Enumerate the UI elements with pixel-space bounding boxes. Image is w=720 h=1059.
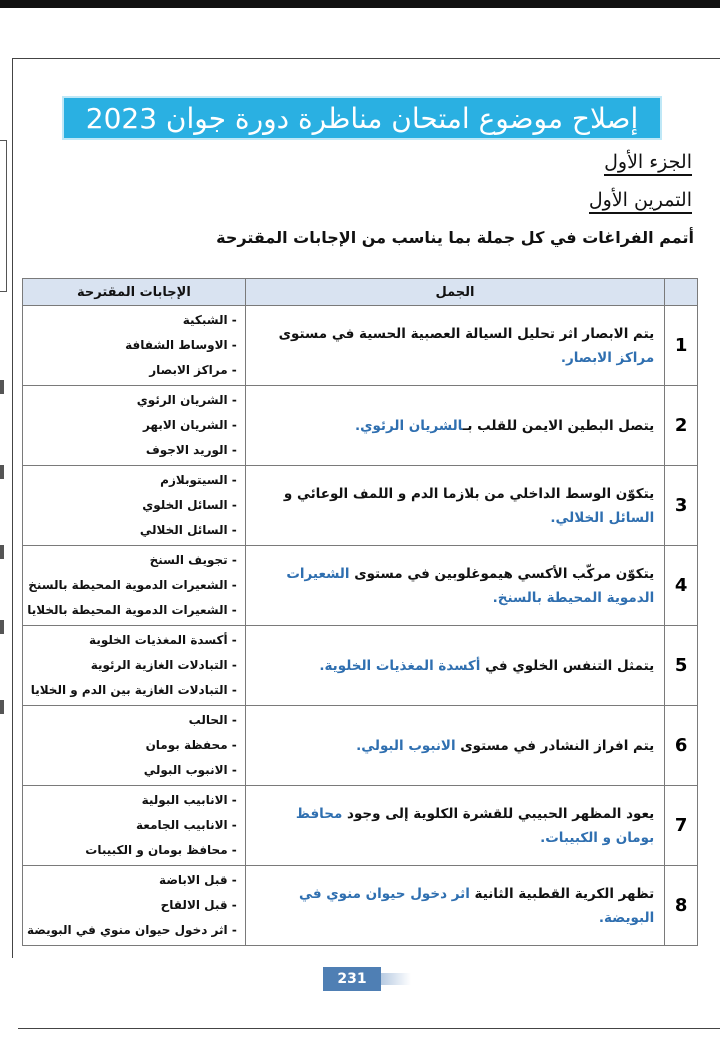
row-number: 4	[665, 546, 698, 626]
sentence-text: تظهر الكرية القطبية الثانية	[469, 885, 655, 902]
option-item: - الاوساط الشفافة	[125, 338, 237, 352]
option-item: - التبادلات الغازية بين الدم و الخلايا	[30, 683, 237, 697]
option-item: - الشعيرات الدموية المحيطة بالسنخ	[28, 578, 237, 592]
sentence-cell	[245, 866, 664, 946]
sentence-answer: مراكز الابصار	[565, 349, 655, 366]
option-item: - الوريد الاجوف	[145, 443, 237, 457]
row-number: 8	[665, 866, 698, 946]
sentence-answer: اثر دخول حيوان منوي في البويضة	[299, 885, 655, 926]
sentence-text: يتكوّن مركّب الأكسي هيموغلوبين في مستوى	[349, 565, 655, 582]
header-sentences: الجمل	[245, 279, 664, 306]
options-cell	[23, 706, 246, 786]
title-banner	[62, 96, 662, 140]
option-item: - محفظة بومان	[145, 738, 237, 752]
options-cell	[23, 466, 246, 546]
sentence-cell	[245, 466, 664, 546]
options-cell	[23, 306, 246, 386]
option-item: - الشريان الابهر	[142, 418, 237, 432]
part-heading: الجزء الأول	[604, 150, 692, 176]
option-item: - الانابيب الجامعة	[136, 818, 237, 832]
option-item: - السائل الخلالي	[139, 523, 237, 537]
table-row	[23, 466, 698, 546]
left-margin-mark	[0, 700, 4, 714]
sentence-answer: أكسدة المغذيات الخلوية	[324, 657, 481, 674]
sentence-answer: الشعيرات الدموية المحيطة بالسنخ	[286, 565, 655, 606]
option-item: - الشبكية	[182, 313, 237, 327]
option-item: - تجويف السنخ	[149, 553, 237, 567]
left-margin-box	[0, 140, 7, 292]
left-margin-line	[12, 58, 13, 958]
table-row	[23, 306, 698, 386]
exercise-heading: التمرين الأول	[589, 188, 692, 214]
sentence-cell	[245, 786, 664, 866]
sentence-text: يتمثل التنفس الخلوي في	[480, 657, 655, 674]
option-item: - الحالب	[188, 713, 237, 727]
option-item: - الشريان الرئوي	[136, 393, 237, 407]
option-item: - اثر دخول حيوان منوي في البويضة	[27, 923, 237, 937]
options-cell	[23, 546, 246, 626]
header-options: الإجابات المقترحة	[23, 279, 246, 306]
row-number: 2	[665, 386, 698, 466]
banner-title: إصلاح موضوع امتحان مناظرة دورة جوان 2023	[85, 101, 639, 135]
sentence-end: .	[540, 829, 546, 846]
options-cell	[23, 786, 246, 866]
row-number: 1	[665, 306, 698, 386]
table-row	[23, 786, 698, 866]
option-item: - الانابيب البولية	[141, 793, 237, 807]
option-item: - قبل الاباضة	[159, 873, 237, 887]
top-status-bar	[0, 0, 720, 8]
sentence-answer: محافظ بومان و الكبيبات	[295, 805, 655, 846]
option-item: - أكسدة المغذيات الخلوية	[89, 633, 237, 647]
sentence-end: .	[354, 417, 361, 434]
sentence-cell	[245, 626, 664, 706]
instruction-text: أتمم الفراغات في كل جملة بما يناسب من الإجابات المقترحة	[216, 228, 694, 247]
sentence-text: يتكوّن الوسط الداخلي من بلازما الدم و اللمف الوعائي و	[283, 485, 655, 502]
table-row	[23, 626, 698, 706]
option-item: - السيتوبلازم	[160, 473, 237, 487]
table-header-row	[23, 279, 698, 306]
option-item: - السائل الخلوي	[142, 498, 237, 512]
sentence-end: .	[560, 349, 566, 366]
table-row	[23, 546, 698, 626]
option-item: - الشعيرات الدموية المحيطة بالخلايا	[27, 603, 237, 617]
sentence-answer: الشريان الرئوي	[360, 417, 463, 434]
page-number-tail	[381, 973, 411, 985]
sentence-text: يتم الابصار اثر تحليل السيالة العصبية الحسية في مستوى	[278, 325, 655, 342]
options-cell	[23, 626, 246, 706]
left-margin-mark	[0, 380, 4, 394]
options-cell	[23, 386, 246, 466]
sentence-text: يعود المظهر الحبيبي للقشرة الكلوية إلى وجود	[342, 805, 655, 822]
left-margin-mark	[0, 465, 4, 479]
row-number: 6	[665, 706, 698, 786]
row-number: 7	[665, 786, 698, 866]
table-row	[23, 386, 698, 466]
option-item: - الانبوب البولي	[143, 763, 237, 777]
option-item: - مراكز الابصار	[149, 363, 237, 377]
options-cell	[23, 866, 246, 946]
sentence-end: .	[356, 737, 362, 754]
sentence-cell	[245, 386, 664, 466]
page-number: 231	[323, 967, 381, 991]
option-item: - قبل الالقاح	[160, 898, 237, 912]
left-margin-mark	[0, 545, 4, 559]
left-margin-mark	[0, 620, 4, 634]
sentence-end: .	[598, 909, 604, 926]
table-row	[23, 866, 698, 946]
sentence-text: يتم افراز النشادر في مستوى	[455, 737, 655, 754]
sentence-end: .	[319, 657, 325, 674]
answers-table	[22, 278, 698, 946]
sentence-cell	[245, 706, 664, 786]
sentence-answer: السائل الخلالي	[555, 509, 655, 526]
sentence-end: .	[550, 509, 556, 526]
option-item: - محافظ بومان و الكبيبات	[85, 843, 237, 857]
sentence-answer: الانبوب البولي	[361, 737, 456, 754]
sentence-text: يتصل البطين الايمن للقلب بـ	[462, 417, 655, 434]
sentence-end: .	[492, 589, 498, 606]
row-number: 3	[665, 466, 698, 546]
bottom-rule	[18, 1028, 720, 1029]
option-item: - التبادلات الغازية الرئوية	[90, 658, 237, 672]
row-number: 5	[665, 626, 698, 706]
table-row	[23, 706, 698, 786]
sentence-cell	[245, 546, 664, 626]
sentence-cell	[245, 306, 664, 386]
header-num-cell	[665, 279, 698, 306]
